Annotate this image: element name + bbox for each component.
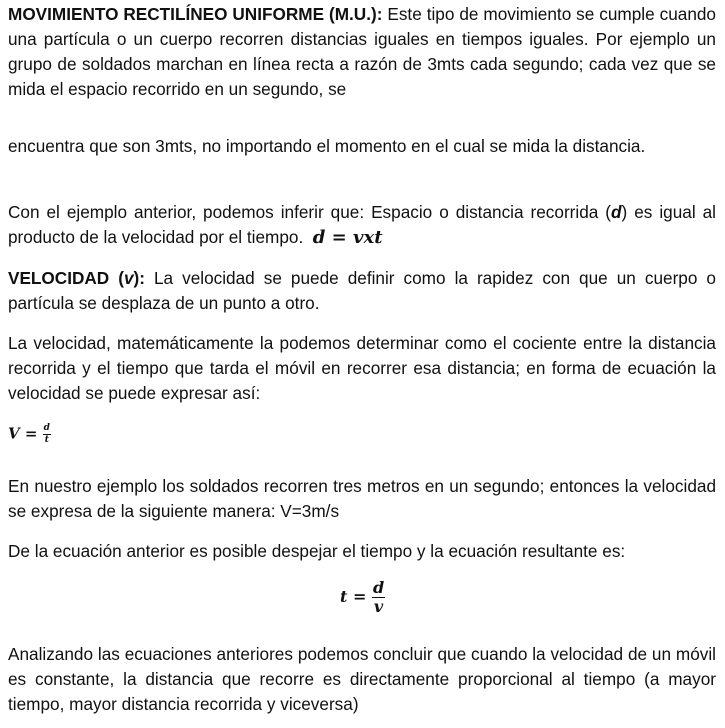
distance-text-b: ) es igual al producto de la velocidad por el tiempo. <box>8 202 716 247</box>
paragraph-mru-continuation: encuentra que son 3mts, no importando el momento en el cual se mida la distancia. <box>8 136 646 156</box>
velocity-equation <box>8 424 51 445</box>
velocity-fraction <box>43 424 51 445</box>
heading-velocity-b: ): <box>133 268 145 288</box>
heading-mru: MOVIMIENTO RECTILÍNEO UNIFORME (M.U.): <box>8 4 383 24</box>
time-fraction <box>372 580 385 615</box>
paragraph-distance-formula <box>8 200 716 250</box>
time-equation-lhs: t = <box>340 587 367 606</box>
distance-variable: d <box>611 202 622 222</box>
distance-formula: d = vxt <box>312 227 383 248</box>
paragraph-velocity-definition <box>8 266 716 316</box>
velocity-variable: v <box>123 268 134 288</box>
mru-definition-text: Este tipo de movimiento se cumple cuando una partícula o un cuerpo recorren distancias iguales en tiempos iguales. Por ejemplo un grupo de soldados marchan en línea recta a razón de 3mts cada segundo; cada vez que se mida el espacio recorrido en un segundo, se <box>8 4 716 99</box>
paragraph-velocity-quotient: La velocidad, matemáticamente la podemos determinar como el cociente entre la distancia recorrida y el tiempo que tarda el móvil en recorrer esa distancia; en forma de ecuación la velocidad se puede expresar así: <box>8 333 716 403</box>
paragraph-conclusion: Analizando las ecuaciones anteriores podemos concluir que cuando la velocidad de un móvil es constante, la distancia que recorre es directamente proporcional al tiempo (a mayor tiempo, mayor distancia recorrida y viceversa) <box>8 644 716 714</box>
time-fraction-denominator: v <box>373 597 384 616</box>
paragraph-time-derivation: De la ecuación anterior es posible despejar el tiempo y la ecuación resultante es: <box>8 541 626 561</box>
velocity-equation-lhs: V = <box>8 424 38 443</box>
paragraph-mru-definition <box>8 2 716 102</box>
velocity-fraction-numerator: d <box>43 423 50 433</box>
distance-text-a: Con el ejemplo anterior, podemos inferir que: Espacio o distancia recorrida ( <box>8 202 612 222</box>
heading-velocity-a: VELOCIDAD ( <box>8 268 124 288</box>
velocity-definition-text: La velocidad se puede definir como la rapidez con que un cuerpo o partícula se desplaza de un punto a otro. <box>8 268 716 313</box>
velocity-fraction-denominator: t <box>44 435 49 445</box>
time-equation <box>340 580 385 615</box>
time-fraction-numerator: d <box>372 578 385 597</box>
paragraph-soldiers-example: En nuestro ejemplo los soldados recorren tres metros en un segundo; entonces la velocidad se expresa de la siguiente manera: V=3m/s <box>8 476 716 521</box>
